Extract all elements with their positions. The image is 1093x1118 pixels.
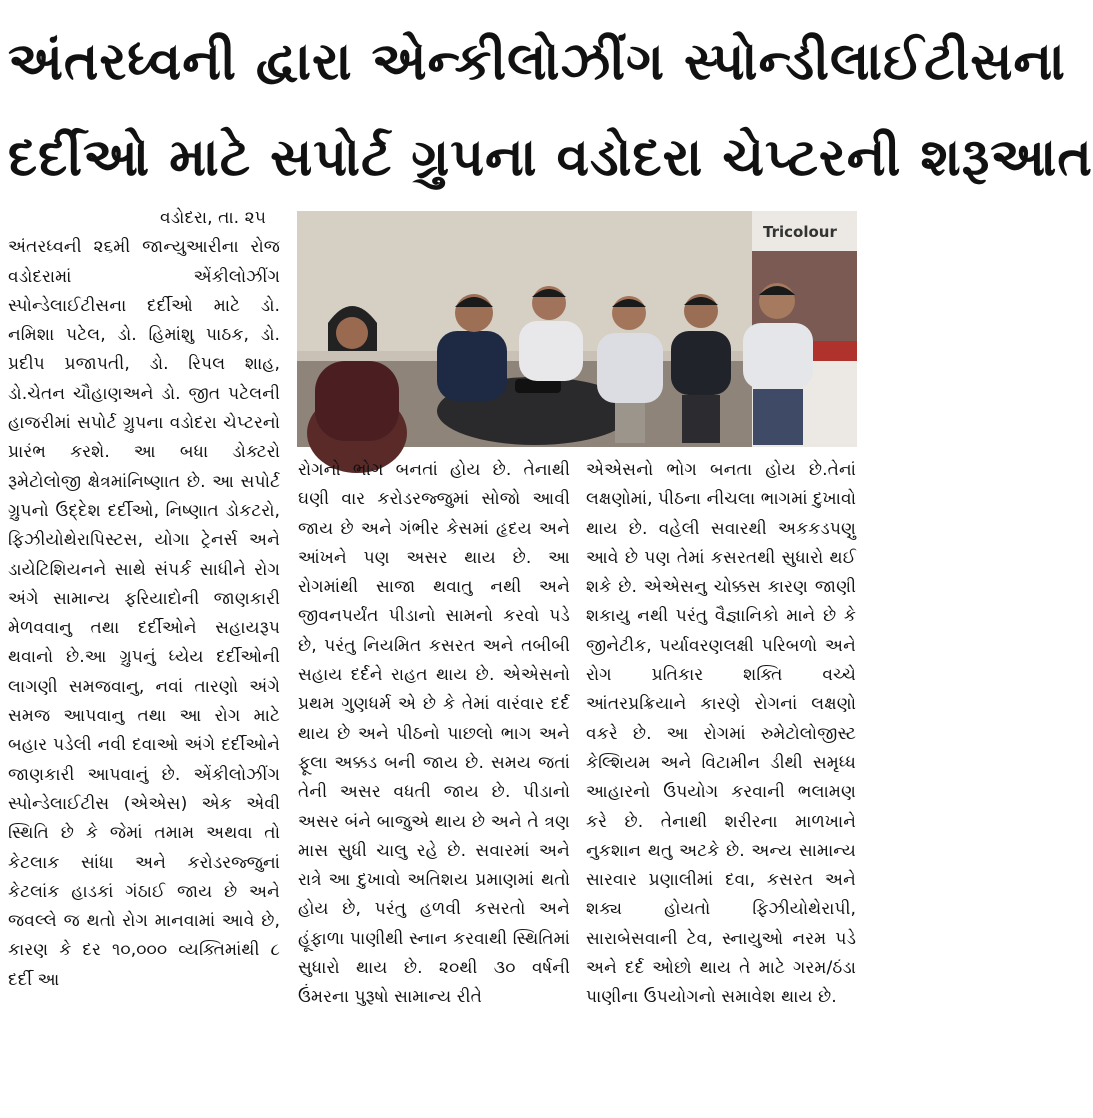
headline: [8, 14, 1093, 206]
column-1-text: અંતરધ્વની ૨૬મી જાન્યુઆરીના રોજ વડોદરામાં એંકીલોઝીંગ સ્પોન્ડેલાઈટીસના દર્દીઓ માટે ડો. નમિશા પટેલ, ડો. હિમાંશુ પાઠક, ડો. પ્રદીપ પ્રજાપતી, ડો. રિપલ શાહ, ડો.ચેતન ચૌહાણઅને ડો. જીત પટેલની હાજરીમાં સપોર્ટ ગ્રુપના વડોદરા ચેપ્ટરનો પ્રારંભ કરશે. આ બધા ડોક્ટરો રૂમેટોલોજી ક્ષેત્રમાંનિષ્ણાત છે. આ સપોર્ટ ગ્રુપનો ઉદ્દેશ દર્દીઓ, નિષ્ણાત ડોકટરો, ફિઝીયોથેરાપિસ્ટસ, યોગા ટ્રેનર્સ અને ડાયેટિશિયનને સાથે સંપર્ક સાધીને રોગ અંગે સામાન્ય ફરિયાદોની જાણકારી મેળવવાનુ તથા દર્દીઓને સહાયરૂપ થવાનો છે.આ ગ્રુપનું ધ્યેય દર્દીઓની લાગણી સમજવાનુ, નવાં તારણો અંગે સમજ આપવાનુ તથા આ રોગ માટે બહાર પડેલી નવી દવાઓ અંગે દર્દીઓને જાણકારી આપવાનું છે. એંકીલોઝીંગ સ્પોન્ડેલાઈટીસ (એએસ) એક એવી સ્થિતિ છે કે જેમાં તમામ અથવા તો કેટલાક સાંધા અને કરોડરજ્જુનાં કેટલાંક હાડકાં ગંઠાઈ જાય છે અને જવલ્લે જ થતો રોગ માનવામાં આવે છે, કારણ કે દર ૧૦,૦૦૦ વ્યક્તિમાંથી ૮ દર્દી આ: [8, 237, 280, 990]
article-column-3: એએસનો ભોગ બનતા હોય છે.તેનાં લક્ષણોમાં, પીઠના નીચલા ભાગમાં દુખાવો થાય છે. વહેલી સવારથી અકકડપણુ આવે છે પણ તેમાં કસરતથી સુધારો થઈ શકે છે. એએસનુ ચોક્કસ કારણ જાણી શકાયુ નથી પરંતુ વૈજ્ઞાનિકો માને છે કે જીનેટીક, પર્યાવરણલક્ષી પરિબળો અને રોગ પ્રતિકાર શક્તિ વચ્ચે આંતરપ્રક્રિયાને કારણે રોગનાં લક્ષણો વકરે છે. આ રોગમાં રુમેટોલોજીસ્ટ કેલ્શિયમ અને વિટામીન ડીથી સમૃધ્ધ આહારનો ઉપયોગ કરવાની ભલામણ કરે છે. તેનાથી શરીરના માળખાને નુકશાન થતુ અટકે છે. અન્ય સામાન્ય સારવાર પ્રણાલીમાં દવા, કસરત અને શક્ય હોયતો ફિઝીયોથેરાપી, સારાબેસવાની ટેવ, સ્નાયુઓ નરમ પડે અને દર્દ ઓછો થાય તે માટે ગરમ/ઠંડા પાણીના ઉપયોગનો સમાવેશ થાય છે.: [586, 460, 856, 1008]
article-column-2: રોગનો ભોગ બનતાં હોય છે. તેનાથી ઘણી વાર કરોડરજ્જુમાં સોજો આવી જાય છે અને ગંભીર કેસમાં હૃદય અને આંખને પણ અસર થાય છે. આ રોગમાંથી સાજા થવાતુ નથી અને જીવનપર્યંત પીડાનો સામનો કરવો પડે છે, પરંતુ નિયમિત કસરત અને તબીબી સહાય દર્દને રાહત થાય છે. એએસનો પ્રથમ ગુણધર્મ એ છે કે તેમાં વારંવાર દર્દ થાય છે અને પીઠનો પાછલો ભાગ અને ફૂલા અક્કડ બની જાય છે. સમય જતાં તેની અસર વધતી જાય છે. પીડાનો અસર બંને બાજુએ થાય છે અને તે ત્રણ માસ સુધી ચાલુ રહે છે. સવારમાં અને રાત્રે આ દુખાવો અતિશય પ્રમાણમાં થતો હોય છે, પરંતુ હળવી કસરતો અને હૂંફાળા પાણીથી સ્નાન કરવાથી સ્થિતિમાં સુધારો થાય છે. ૨૦થી ૩૦ વર્ષની ઉંમરના પુરૂષો સામાન્ય રીતે: [298, 460, 570, 1008]
press-conference-photo: [297, 211, 857, 447]
photo-illustration: [297, 211, 857, 447]
banner-text: Tricolour: [763, 223, 837, 241]
headline-line-1: અંતરધ્વની દ્વારા એન્કીલોઝીંગ સ્પોન્ડીલાઈટીસના: [8, 32, 1066, 92]
article-column-1: [8, 204, 280, 1114]
headline-line-2: દર્દીઓ માટે સપોર્ટ ગ્રુપના વડોદરા ચેપ્ટરની શરૂઆત: [8, 128, 1093, 188]
dateline: વડોદરા, તા. ૨૫: [160, 208, 266, 228]
